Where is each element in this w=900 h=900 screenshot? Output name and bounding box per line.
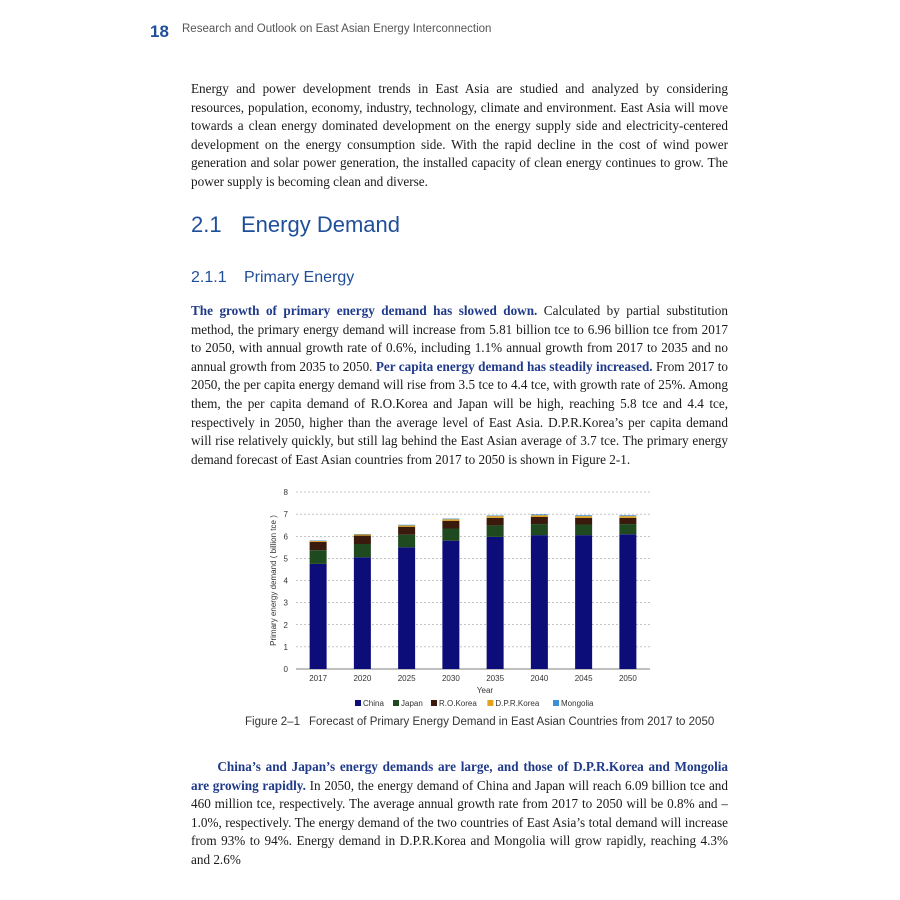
x-tick-label: 2040 [530, 674, 549, 683]
legend-label: Mongolia [561, 699, 594, 708]
bar-segment [487, 518, 504, 526]
lead-sentence-per-capita: Per capita energy demand has steadily increased. [375, 358, 653, 374]
y-tick-label: 1 [283, 642, 288, 652]
bar-segment [354, 557, 371, 669]
bar-segment [487, 516, 504, 518]
bar-segment [531, 517, 548, 524]
bar-segment [619, 534, 636, 669]
bar-segment [398, 527, 415, 535]
demand-paragraph [191, 758, 728, 870]
legend-swatch [355, 700, 361, 706]
bar-segment [398, 525, 415, 526]
running-header: Research and Outlook on East Asian Energy Interconnection [182, 23, 492, 35]
bar-segment [442, 541, 459, 669]
figure-caption [245, 716, 714, 728]
legend-swatch [393, 700, 399, 706]
bar-segment [487, 525, 504, 537]
primary-energy-paragraph [191, 302, 728, 469]
bar-segment [442, 519, 459, 520]
paragraph-text: From 2017 to 2050, the per capita energy demand will rise from 3.5 tce to 4.4 tce, with growth rate of 25%. Among them, the per capita demand of R.O.Korea and Japan will be high, reaching 5.8 tce and 4.4 tce, respectively in 2050, higher than the average level of East Asia. D.P.R.Korea’s per capita demand will rise relatively quickly, but still lag behind the East Asian average of 3.7 tce. The primary energy demand forecast of East Asian countries from 2017 to 2050 is shown in Figure 2-1. [191, 358, 728, 467]
bar-segment [310, 541, 327, 542]
bar-segment [487, 515, 504, 516]
bar-segment [575, 518, 592, 525]
paragraph-text: In 2050, the energy demand of China and Japan will reach 6.09 billion tce and 460 million tce, respectively. The average annual growth rate from 2017 to 2050 will be 0.8% and –1.0%, respectively. The energy demand of the two countries of East Asia’s total demand will increase from 93% to 94%. Energy demand in D.P.R.Korea and Mongolia will grow rapidly, reaching 4.3% and 2.6% [191, 777, 728, 867]
x-tick-label: 2020 [353, 674, 372, 683]
bar-segment [575, 525, 592, 536]
bar-segment [354, 544, 371, 557]
y-tick-label: 5 [283, 554, 288, 564]
bar-segment [575, 515, 592, 516]
bar-segment [442, 519, 459, 521]
section-title: Energy Demand [241, 212, 400, 237]
bar-segment [531, 514, 548, 515]
y-tick-label: 0 [283, 665, 288, 674]
bar-segment [575, 516, 592, 518]
bar-segment [487, 537, 504, 669]
y-tick-label: 2 [283, 620, 288, 630]
bar-segment [398, 535, 415, 548]
bar-segment [442, 521, 459, 529]
bar-segment [619, 524, 636, 534]
intro-paragraph: Energy and power development trends in East Asia are studied and analyzed by considering resources, population, economy, industry, technology, climate and environment. East Asia will move towards a clean energy dominated development on the energy supply side and electricity-centered development on the energy consumption side. With the rapid decline in the cost of wind power generation and solar power generation, the installed capacity of clean energy continues to grow. The power supply is becoming clean and diverse. [191, 81, 728, 189]
y-tick-label: 7 [283, 510, 288, 520]
bar-segment [531, 524, 548, 535]
bar-segment [310, 542, 327, 550]
bar-segment [619, 515, 636, 516]
legend-label: China [363, 699, 384, 708]
lead-sentence-countries: China’s and Japan’s energy demands are large, and those of D.P.R.Korea and Mongolia are growing rapidly. [191, 759, 728, 793]
bar-segment [619, 518, 636, 524]
lead-sentence-growth: The growth of primary energy demand has slowed down. [191, 303, 538, 318]
bar-segment [531, 535, 548, 669]
x-tick-label: 2035 [486, 674, 505, 683]
bar-segment [619, 516, 636, 518]
bar-segment [354, 534, 371, 535]
bar-segment [310, 550, 327, 564]
section-heading [191, 212, 400, 238]
bar-segment [531, 515, 548, 517]
x-tick-label: 2045 [574, 674, 593, 683]
bar-segment [398, 525, 415, 526]
y-axis-title: Primary energy demand ( billion tce ) [269, 515, 278, 646]
bar-segment [398, 547, 415, 669]
y-tick-label: 6 [283, 532, 288, 542]
bar-segment [575, 535, 592, 669]
legend-swatch [487, 700, 493, 706]
bar-segment [310, 564, 327, 669]
figure-label: Figure 2–1 [245, 716, 300, 728]
subsection-title: Primary Energy [244, 269, 355, 286]
x-tick-label: 2050 [618, 674, 637, 683]
x-axis-title: Year [476, 686, 494, 695]
legend-swatch [553, 700, 559, 706]
figure-caption-text: Forecast of Primary Energy Demand in East Asian Countries from 2017 to 2050 [308, 716, 715, 728]
section-number: 2.1 [191, 212, 222, 237]
subsection-heading [191, 269, 354, 287]
bar-segment [442, 529, 459, 541]
paragraph-text: Calculated by partial substitution method, the primary energy demand will increase from 5.81 billion tce to 6.96 billion tce from 2017 to 2050, with annual growth rate of 0.6%, including 1.1% annual growth from 2017 to 2035 and no annual growth from 2035 to 2050. [191, 303, 728, 374]
legend-label: R.O.Korea [439, 699, 477, 708]
x-tick-label: 2030 [441, 674, 460, 683]
legend-swatch [431, 700, 437, 706]
page-number: 18 [150, 22, 169, 41]
y-tick-label: 8 [283, 488, 288, 497]
legend-label: D.P.R.Korea [495, 699, 540, 708]
legend-label: Japan [401, 699, 423, 708]
y-tick-label: 4 [283, 576, 288, 586]
x-tick-label: 2025 [397, 674, 416, 683]
x-tick-label: 2017 [309, 674, 328, 683]
bar-segment [354, 536, 371, 544]
y-tick-label: 3 [283, 598, 288, 608]
energy-demand-chart [260, 480, 660, 710]
subsection-number: 2.1.1 [191, 269, 227, 286]
